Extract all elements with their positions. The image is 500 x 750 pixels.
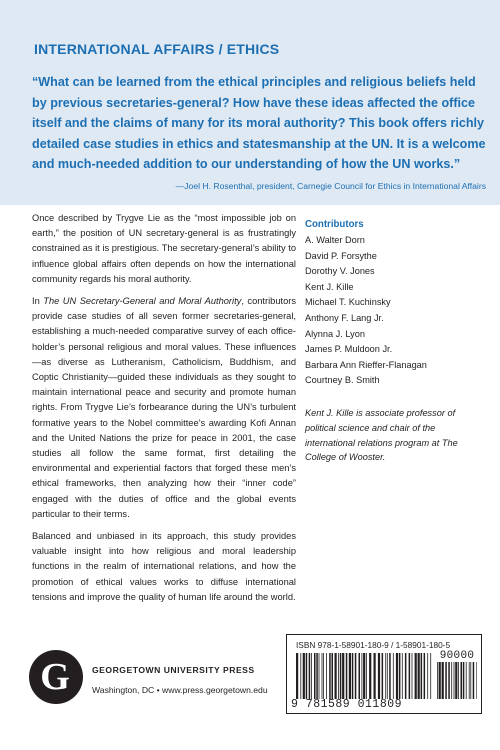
contributor-name: David P. Forsythe (305, 250, 377, 261)
book-title: The UN Secretary-General and Moral Authority (43, 296, 242, 307)
endorsement-quote: “What can be learned from the ethical principles and religious beliefs held by previous secretaries-general? How have these ideas affected the office itself and the claims of many for its moral authority? This book offers richly detailed case studies in ethics and statesmanship at the UN. It is a welcome and much-needed addition to our understanding of how the UN works.” (32, 75, 486, 171)
contributor-name: Courtney B. Smith (305, 375, 380, 386)
contributor-name: James P. Muldoon Jr. (305, 344, 393, 355)
barcode-bar (454, 662, 455, 699)
barcode-bar (399, 653, 401, 699)
logo-letter: G (40, 656, 70, 698)
barcode-bar (393, 653, 394, 699)
barcode-bar (461, 662, 463, 699)
barcode-bar (387, 653, 388, 699)
barcode-bar (352, 653, 354, 699)
barcode-bar (437, 662, 438, 699)
barcode-bar (463, 662, 465, 699)
contributor-name: A. Walter Dorn (305, 235, 365, 245)
barcode-bar (430, 653, 431, 699)
barcode-bar (338, 653, 339, 699)
contributor-name: Barbara Ann Rieffer-Flanagan (305, 359, 427, 370)
barcode-bar (396, 653, 398, 699)
contributor-name: Anthony F. Lang Jr. (305, 312, 384, 323)
barcode-bar (296, 653, 298, 699)
barcode-bar (332, 653, 334, 699)
contributor-name: Michael T. Kuchinsky (305, 297, 391, 308)
barcode-bar (421, 653, 423, 699)
endorsement-panel (0, 0, 500, 205)
price-addon-number: 90000 (439, 650, 475, 662)
barcode-bar (311, 653, 312, 699)
barcode-bar (476, 662, 477, 699)
description-paragraph-2 (32, 294, 296, 522)
barcode-bar (473, 662, 475, 699)
barcode-bar (402, 653, 403, 699)
isbn-text: ISBN 978-1-58901-180-9 / 1-58901-180-5 (296, 640, 451, 650)
barcode-bar (362, 653, 363, 699)
barcode-bar (445, 662, 447, 699)
barcode-bar (303, 653, 305, 699)
barcode-bar (466, 662, 467, 699)
barcode-bar (415, 653, 417, 699)
barcode-bar (424, 653, 426, 699)
contributor-name: Dorothy V. Jones (305, 266, 375, 277)
georgetown-press-logo-icon (28, 649, 84, 705)
barcode-bar (314, 653, 316, 699)
addon-barcode (437, 662, 477, 699)
barcode-bar (319, 653, 320, 699)
barcode-bar (442, 662, 444, 699)
barcode-bar (329, 653, 331, 699)
ean-barcode (296, 653, 432, 699)
contributors-list (305, 217, 485, 389)
barcode-bar (326, 653, 327, 699)
contributors-heading: Contributors (305, 219, 364, 230)
endorsement-attribution: —Joel H. Rosenthal, president, Carnegie Council for Ethics in International Affairs (175, 181, 486, 191)
barcode-bar (405, 653, 407, 699)
barcode-bar (439, 662, 441, 699)
barcode-bar (427, 653, 428, 699)
barcode-block (286, 634, 482, 714)
barcode-bar (389, 653, 391, 699)
barcode-bar (316, 653, 318, 699)
barcode-bar (366, 653, 367, 699)
publisher-name: GEORGETOWN UNIVERSITY PRESS (92, 665, 255, 675)
barcode-bar (359, 653, 361, 699)
editor-bio: Kent J. Kille is associate professor of political science and chair of the international relations program at The College of Wooster. (305, 408, 458, 463)
barcode-bar (342, 653, 344, 699)
barcode-number: 9 781589 011809 (291, 698, 403, 711)
barcode-bar (322, 653, 323, 699)
barcode-bar (385, 653, 386, 699)
barcode-bar (455, 662, 457, 699)
barcode-bar (355, 653, 357, 699)
barcode-bar (363, 653, 365, 699)
publisher-location-website: Washington, DC • www.press.georgetown.edu (92, 685, 268, 695)
barcode-bar (306, 653, 308, 699)
barcode-bar (470, 662, 471, 699)
description-paragraph-3: Balanced and unbiased in its approach, this study provides valuable insight into how religious and moral leadership functions in the realm of international relations, and how the promotion of ethical values works to diffuse international tensions and improve the quality of human life around the world. (32, 531, 296, 602)
barcode-bar (451, 662, 452, 699)
barcode-bar (309, 653, 311, 699)
barcode-bar (335, 653, 337, 699)
barcode-bar (418, 653, 420, 699)
contributor-name: Alynna J. Lyon (305, 328, 365, 339)
barcode-bar (323, 653, 324, 699)
category-label: INTERNATIONAL AFFAIRS / ETHICS (34, 41, 280, 57)
barcode-bar (340, 653, 342, 699)
barcode-bar (349, 653, 351, 699)
barcode-bar (369, 653, 371, 699)
barcode-bar (346, 653, 348, 699)
barcode-bar (378, 653, 380, 699)
barcode-bar (409, 653, 411, 699)
barcode-bar (382, 653, 384, 699)
barcode-bar (448, 662, 450, 699)
barcode-bar (469, 662, 470, 699)
contributor-name: Kent J. Kille (305, 281, 354, 292)
p2-rest: , contributors provide case studies of all seven former secretaries-general, establishing a much-needed comparative survey of each office-holder’s personal religious and moral values. These influences—as diverse as Lutheranism, Catholicism, Buddhism, and Coptic Christianity—guided these individuals as they sought to maintain international peace and security and promote human rights. From Trygve Lie’s forbearance during the UN’s turbulent formative years to the Nobel committee’s awarding Kofi Annan and the United Nations the prize for peace in 2001, the case studies all follow the same format, first detailing the environmental and experiential factors that forged these men’s ethical frameworks, then analyzing how their “inner code” engaged with the duties of office and the global events particular to their terms. (32, 296, 296, 519)
p2-prefix: In (32, 296, 44, 307)
barcode-bar (412, 653, 413, 699)
barcode-bar (374, 653, 376, 699)
barcode-bar (458, 662, 459, 699)
description-paragraph-1: Once described by Trygve Lie as the “most impossible job on earth,” the position of UN secretary-general is as frustratingly constrained as it is prestigious. The secretary-general’s ability to influence global affairs often depends on how the international community regards his moral authority. (32, 213, 296, 284)
description (32, 211, 296, 612)
barcode-bar (300, 653, 301, 699)
